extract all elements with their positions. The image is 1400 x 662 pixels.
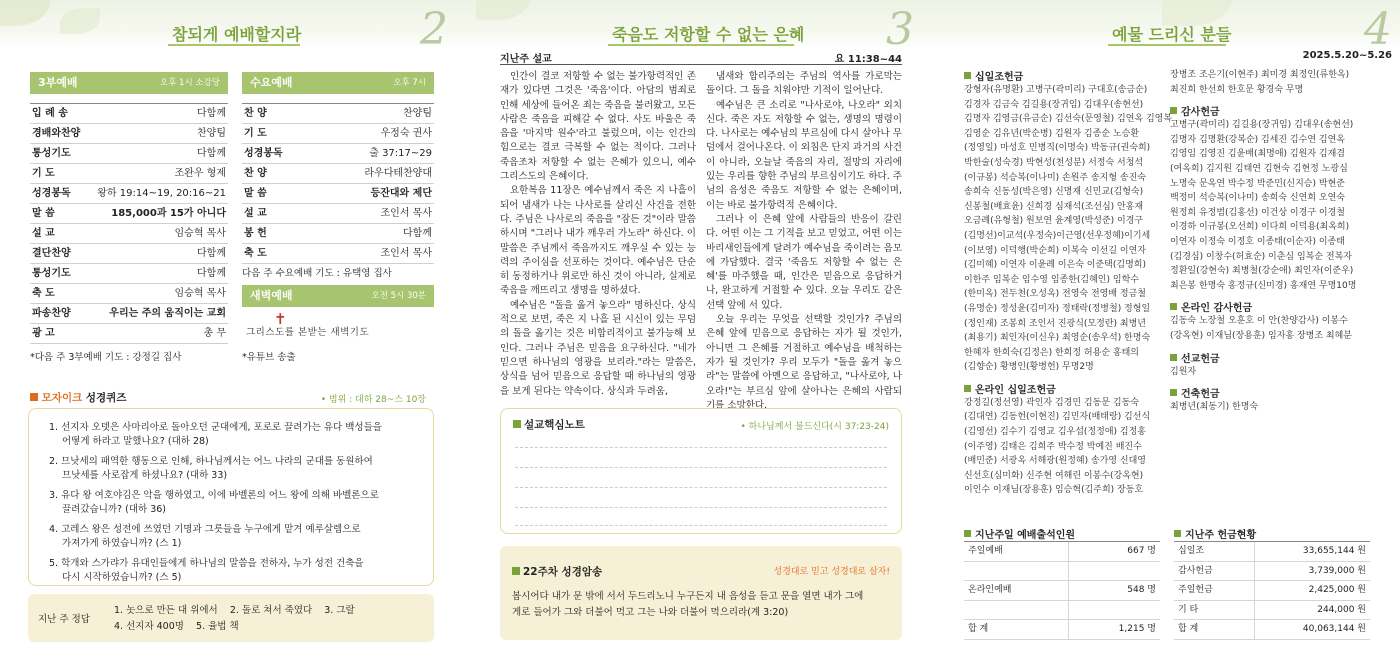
title-underline xyxy=(1108,44,1226,46)
dawn-service-header xyxy=(242,285,434,307)
offering-names-line: (김대연) 김동헌(이현진) 김민자(배태랑) 김선식 xyxy=(964,412,1151,423)
offering-names xyxy=(1170,314,1392,343)
order-item: 말 씀 xyxy=(32,208,55,219)
verse-line-2: 게로 들어가 그와 더불어 먹고 그는 나와 더불어 먹으리라(계 3:20) xyxy=(512,607,789,618)
summary-row xyxy=(964,601,1160,621)
quiz-line: 1. 선지자 오뎃은 사마리아로 돌아오던 군대에게, 포로로 끌려가는 유다 백성들을 xyxy=(49,422,382,433)
summary-value: 1,215 명 xyxy=(1118,624,1156,634)
note-line xyxy=(515,525,887,526)
offering-names xyxy=(1170,400,1392,415)
order-item: 파송찬양 xyxy=(32,308,71,319)
order-item: 봉 헌 xyxy=(244,228,267,239)
sermon-label: 지난주 설교 xyxy=(500,54,552,65)
offering-group-header xyxy=(964,381,1170,396)
answer-box xyxy=(28,594,434,642)
order-value: 다함께 xyxy=(197,148,226,159)
summary-label: 온라인예배 xyxy=(968,585,1012,595)
quiz-line: 가져가게 하였습니까? (스 1) xyxy=(62,538,182,549)
offering-names-line: (정영일) 마성호 민병직(이명숙) 박동규(권숙희) xyxy=(964,143,1151,154)
order-item: 축 도 xyxy=(32,288,55,299)
quiz-box xyxy=(28,408,434,586)
square-bullet-icon xyxy=(1170,354,1177,361)
square-bullet-icon xyxy=(964,385,971,392)
square-bullet-icon xyxy=(1174,530,1181,537)
divider xyxy=(500,64,902,65)
order-item: 성경봉독 xyxy=(244,148,283,159)
offering-names-line: 백정미 석승복(이나미) 송희숙 신연희 오연숙 xyxy=(1170,193,1345,204)
offering-names-line: 노명숙 문옥연 박수정 박준민(신지승) 박현준 xyxy=(1170,178,1345,189)
title-underline xyxy=(608,44,794,46)
order-value: 다함께 xyxy=(197,108,226,119)
order-value: 다함께 xyxy=(197,248,226,259)
offering-names xyxy=(1170,118,1392,293)
quiz-range: • 범위 : 대하 28~스 10장 xyxy=(320,395,426,405)
offering-names-line: (김미혜) 이연자 이윤례 이은숙 이준택(김명희) xyxy=(964,260,1146,271)
order-item: 찬 양 xyxy=(244,168,267,179)
verse-line-1: 봅시어다 내가 문 밖에 서서 두드리노니 누구든지 내 음성을 듣고 문을 열면 내가 그에 xyxy=(512,591,864,602)
sermon-paragraph: 오늘 우리는 무엇을 선택할 것인가? 주님의 은혜 앞에 믿음으로 응답하는 자가 될 것인가, 아니면 그 은혜를 거절하고 예수님을 배척하는 자가 될 것인가? 우리 모두가 "돌을 옮겨 놓으라"는 말씀에 아멘으로 응답하고, "나사로야, 나오라!"는 부르심 앞에 살아나는 은혜의 사람되기를 소망한다. xyxy=(706,314,902,411)
offering-names-line: 김영순 김유년(박순병) 김원자 김종순 노승환 xyxy=(964,128,1139,139)
quiz-question xyxy=(49,489,409,517)
offering-group-title: 십일조헌금 xyxy=(975,72,1024,83)
order-value: 찬양팀 xyxy=(197,128,226,139)
order-value: 다함께 xyxy=(403,228,432,239)
offering-names-line: 최진희 한선희 한호문 황경숙 무명 xyxy=(1170,84,1304,95)
offering-names xyxy=(964,83,1173,375)
wednesday-service-note: 다음 주 수요예배 기도 : 유택영 집사 xyxy=(242,268,392,279)
quiz-line: 3. 유다 왕 여호야김은 악을 행하였고, 이에 바벨론의 어느 왕에 의해 바벨론으로 xyxy=(49,490,379,501)
square-bullet-icon xyxy=(1170,107,1177,114)
attendance-header xyxy=(964,526,1075,541)
order-item: 기 도 xyxy=(32,168,55,179)
order-row xyxy=(30,124,228,144)
order-row xyxy=(242,184,434,204)
verse-motto: 성경대로 믿고 성경대로 살자! xyxy=(773,567,890,577)
order-item: 말 씀 xyxy=(244,188,267,199)
sermon-paragraph: 예수님은 "돌을 옮겨 놓으라" 명하신다. 상식적으로 보면, 죽은 지 나흘 된 시신이 있는 무덤의 돌을 옮기는 것은 비합리적이고 불가능해 보인다. 그러나 주님은 믿음을 요구하신다. "네가 믿으면 하나님의 영광을 보리라."라는 말씀은, 상식을 넘어 믿음으로 응답할 때 하나님의 영광을 보게 된다는 약속이다. 상식과 두려움, xyxy=(500,299,696,397)
offering-names-line: 김원자 xyxy=(1170,366,1197,377)
order-value: 조인서 목사 xyxy=(380,208,432,219)
summary-value: 3,739,000 원 xyxy=(1308,565,1366,576)
sermon-notes-box xyxy=(500,408,902,534)
quiz-line: 어떻게 하라고 말했나요? (대하 28) xyxy=(62,436,209,447)
order-value: 우정숙 권사 xyxy=(380,128,432,139)
offering-group-title: 온라인 십일조헌금 xyxy=(975,384,1056,396)
offering-names-line: 신봉철(배효윤) 신희경 심재석(조선심) 안홍재 xyxy=(964,201,1144,212)
order-row xyxy=(30,244,228,264)
order-item: 찬 양 xyxy=(244,108,267,119)
quiz-line: 5. 학개와 스가랴가 유대인들에게 하나님의 말씀을 전하자, 누가 성전 건축을 xyxy=(49,558,364,569)
note-line xyxy=(515,507,887,508)
order-row xyxy=(30,304,228,324)
offering-names-line: (배민준) 서광옥 서해광(원정혜) 송가영 신대영 xyxy=(964,456,1146,467)
square-bullet-icon xyxy=(512,567,520,575)
page-number: 3 xyxy=(886,4,914,55)
offering-summary-table xyxy=(1174,541,1370,640)
section-title: 3부예배 xyxy=(38,76,78,89)
offering-names-line: 최병년(최동기) 한명숙 xyxy=(1170,402,1259,413)
quiz-line: 다시 시작하였습니까? (스 5) xyxy=(62,572,182,583)
order-row xyxy=(30,224,228,244)
order-value: 조인서 목사 xyxy=(380,248,432,259)
offering-names-line: (정인재) 조봉희 조인서 진광식(모정란) 최병년 xyxy=(964,318,1146,329)
order-row xyxy=(242,244,434,264)
quiz-question xyxy=(49,557,409,585)
column-divider xyxy=(1068,542,1069,640)
summary-row xyxy=(1174,562,1370,582)
offering-group-title: 감사헌금 xyxy=(1181,107,1220,119)
order-value: 총 무 xyxy=(203,328,226,339)
column-divider xyxy=(1254,542,1255,640)
offering-names-line: 김경자 김금숙 김길용(장귀임) 김대우(송현선) xyxy=(964,99,1144,110)
notes-hint: • 하나님께서 불드신다(시 37:23-24) xyxy=(740,422,889,432)
answer-label: 지난 주 정답 xyxy=(38,614,90,625)
page-number: 2 xyxy=(420,4,448,55)
attendance-table xyxy=(964,541,1160,640)
third-service-note: *다음 주 3부예배 기도 : 강정길 집사 xyxy=(30,352,182,363)
quiz-line: 끌려갔습니까? (대하 36) xyxy=(62,504,166,515)
order-value: 찬양팀 xyxy=(403,108,432,119)
answer-line-1: 1. 놋으로 만든 대 위에서 2. 돌로 쳐서 죽였다 3. 그랄 xyxy=(114,605,355,616)
order-item: 성경봉독 xyxy=(32,188,71,199)
summary-row xyxy=(964,620,1160,640)
offering-group-title: 온라인 감사헌금 xyxy=(1181,303,1253,315)
verse-label-text: 22주차 성경암송 xyxy=(523,566,603,578)
order-item: 광 고 xyxy=(32,328,55,339)
square-bullet-icon xyxy=(964,530,971,537)
summary-row xyxy=(964,562,1160,582)
quiz-question xyxy=(49,421,409,449)
offering-names-line: 최은봉 한명숙 홍정규(신미경) 홍재연 무명10명 xyxy=(1170,280,1357,291)
square-bullet-icon xyxy=(1170,303,1177,310)
summary-label: 주일예배 xyxy=(968,546,1003,556)
page-4 xyxy=(932,0,1400,662)
wednesday-service-header xyxy=(242,72,434,94)
offering-names-line: (강옥현) 이재님(장용훈) 임자홍 장병조 최혜분 xyxy=(1170,330,1352,341)
offering-names-line: (이보영) 이덕행(박순희) 이복숙 이선길 이연자 xyxy=(964,245,1146,256)
offering-group-title: 선교헌금 xyxy=(1181,353,1220,365)
order-item: 통성기도 xyxy=(32,268,71,279)
summary-label: 합 계 xyxy=(968,624,989,634)
order-value: 출 37:17~29 xyxy=(369,148,432,159)
order-row xyxy=(30,164,228,184)
offering-names-line: 정환일(강현숙) 최병철(강순애) 최인자(이준우) xyxy=(1170,266,1354,277)
summary-label: 감사헌금 xyxy=(1178,565,1213,576)
summary-row xyxy=(964,542,1160,562)
offering-names-line: 김동숙 노장철 오훈호 이 안(찬양감사) 이봉수 xyxy=(1170,316,1348,327)
offering-names-line: (김영선) 김수기 김영교 김우섭(정정애) 김정홍 xyxy=(964,427,1146,438)
title-underline xyxy=(168,44,300,46)
offering-names-line: (김명선)이교석(우정숙)이근영(선우정혜)이기세 xyxy=(964,230,1151,241)
page-title: 죽음도 저항할 수 없는 은혜 xyxy=(612,25,805,44)
third-service-order xyxy=(30,103,228,344)
summary-value: 2,425,000 원 xyxy=(1308,585,1366,595)
square-bullet-icon xyxy=(513,420,521,428)
offering-names-line: 고병구(곽미리) 김길용(장귀임) 김대우(송현선) xyxy=(1170,120,1354,131)
summary-row xyxy=(1174,542,1370,562)
note-line xyxy=(515,487,887,488)
quiz-line: 2. 므낫세의 패역한 행동으로 인해, 하나님께서는 어느 나라의 군대를 동원하여 xyxy=(49,456,373,467)
summary-value: 33,655,144 원 xyxy=(1302,546,1366,556)
order-value: 임승혁 목사 xyxy=(174,228,226,239)
offering-summary-title: 지난주 헌금현황 xyxy=(1185,530,1257,541)
note-line xyxy=(515,447,887,448)
offering-names xyxy=(964,396,1170,498)
offering-names-line: 이한주 임복순 임수영 임종한(김혜인) 임학수 xyxy=(964,274,1139,285)
answer-line-2: 4. 선지자 400명 5. 율법 책 xyxy=(114,621,239,632)
quiz-question xyxy=(49,455,409,483)
offering-names-line: (최용기) 최인자(이신우) 최영순(송우석) 한명숙 xyxy=(964,333,1151,344)
order-row xyxy=(30,204,228,224)
order-row xyxy=(30,144,228,164)
order-row xyxy=(242,164,434,184)
offering-group-header xyxy=(1170,350,1392,365)
verse-label xyxy=(512,564,602,579)
order-row xyxy=(242,224,434,244)
quiz-line: 므낫세를 사로잡게 하셨나요? (대하 33) xyxy=(62,470,228,481)
page-title: 참되게 예배할지라 xyxy=(172,25,302,44)
order-item: 기 도 xyxy=(244,128,267,139)
sermon-paragraph: 예수님은 큰 소리로 "나사로야, 나오라" 외치신다. 죽은 자도 저항할 수 없는, 생명의 명령이다. 나사로는 예수님의 부르심에 다시 살아나 무덤에서 걸어나온다. 이 외침은 단지 과거의 사건이 아니라, 오늘날 죽음의 자리, 절망의 자리에 있는 우리를 향한 주님의 부르심이기도 하다. 주님의 음성은 죽음도 저항할 수 없는 은혜이며, 이는 바로 불가항력적 은혜이다. xyxy=(706,99,902,211)
attendance-title: 지난주일 예배출석인원 xyxy=(975,530,1076,541)
order-row xyxy=(30,284,228,304)
notes-label xyxy=(513,417,585,432)
order-value: 등잔대와 제단 xyxy=(370,188,432,199)
offering-group-title: 건축헌금 xyxy=(1181,389,1220,401)
summary-label: 합 계 xyxy=(1178,624,1199,634)
order-item: 결단찬양 xyxy=(32,248,71,259)
quiz-line: 4. 고레스 왕은 성전에 쓰였던 기명과 그릇들을 누구에게 맡겨 예루살렘으로 xyxy=(49,524,361,535)
page-title: 예물 드리신 분들 xyxy=(1112,25,1232,44)
order-row xyxy=(30,264,228,284)
order-row xyxy=(30,184,228,204)
page-2 xyxy=(0,0,466,662)
notes-label-text: 설교핵심노트 xyxy=(524,419,585,431)
square-bullet-icon xyxy=(1170,389,1177,396)
summary-row xyxy=(1174,620,1370,640)
offering-group-header xyxy=(1170,103,1392,118)
summary-label: 주일헌금 xyxy=(1178,585,1213,595)
sermon-column-left xyxy=(500,70,696,399)
offering-group-header xyxy=(1170,385,1392,400)
dawn-prayer-logo xyxy=(246,310,434,340)
logo-text: 그리스도를 본받는 새벽기도 xyxy=(246,327,370,338)
quiz-question xyxy=(49,523,409,551)
order-item: 설 교 xyxy=(244,208,267,219)
offering-group-header xyxy=(1170,299,1392,314)
square-bullet-icon xyxy=(30,393,38,401)
order-value: 임승혁 목사 xyxy=(174,288,226,299)
section-title: 수요예배 xyxy=(250,76,293,89)
order-item: 입 례 송 xyxy=(32,108,68,119)
offering-names xyxy=(1170,68,1392,97)
quiz-label-mosaic: 모자이크 xyxy=(41,392,83,404)
offering-names-line: 한혜자 한희숙(김정은) 한희정 허용순 홍태의 xyxy=(964,347,1139,358)
order-value: 라우다테찬양대 xyxy=(364,168,432,179)
summary-row xyxy=(964,581,1160,601)
section-time: 오후 1시 소강당 xyxy=(159,78,220,88)
dawn-service-note: *유튜브 송출 xyxy=(242,352,296,363)
square-bullet-icon xyxy=(964,72,971,79)
section-title: 새벽예배 xyxy=(250,289,293,302)
order-value: 왕하 19:14~19, 20:16~21 xyxy=(97,188,226,199)
offering-names-line: (이규봉) 석승복(이나미) 손원주 송지형 송진숙 xyxy=(964,172,1146,183)
order-value: 조완우 형제 xyxy=(174,168,226,179)
order-row xyxy=(242,124,434,144)
offering-names-line: 김영임 김영진 김윤배(최명애) 김원자 김재겸 xyxy=(1170,149,1345,160)
order-row xyxy=(242,104,434,124)
summary-value: 40,063,144 원 xyxy=(1302,624,1366,634)
order-item: 설 교 xyxy=(32,228,55,239)
offering-names-line: (한미옥) 전두천(오성옥) 전영숙 전영배 정금철 xyxy=(964,289,1146,300)
note-line xyxy=(515,467,887,468)
offering-names-line: 박한술(성숙경) 박현성(천성분) 서정숙 서청석 xyxy=(964,157,1144,168)
offering-names-line: (여옥희) 김지원 김태연 김현숙 김현정 노광심 xyxy=(1170,163,1348,174)
offering-list-left xyxy=(964,68,1173,498)
offering-list-right xyxy=(1170,68,1392,415)
quiz-label: 성경퀴즈 xyxy=(85,392,127,404)
offering-names-line: 송희숙 신동성(박은영) 신명재 신민교(김형숙) xyxy=(964,187,1144,198)
order-value: 다함께 xyxy=(197,268,226,279)
offering-names-line: (유명순) 정성윤(김미자) 정태락(정병철) 정형일 xyxy=(964,303,1151,314)
sermon-paragraph: 인간이 결코 저항할 수 없는 불가항력적인 존재가 있다면 그것은 '죽음'이다. 아담의 범죄로 인해 세상에 들어온 죄는 죽음을 불러왔고, 모든 사람은 죽음을 피해갈 수 없다. 사도 바울은 죽음을 '마지막 원수'라고 불렀으며, 이는 인간의 힘으로는 결코 극복할 수 없는 적이다. 그러나 죽음조차 저항할 수 없는 은혜가 있으니, 예수 그리스도의 은혜이다. xyxy=(500,71,696,183)
offering-names-line: 이인수 이재님(장용훈) 임승혁(김주희) 장동호 xyxy=(964,485,1144,496)
offering-group-header xyxy=(964,68,1170,83)
sermon-paragraph: 그러나 이 은혜 앞에 사람들의 반응이 갈린다. 어떤 이는 그 기적을 보고 믿었고, 어떤 이는 바리새인들에게 달려가 예수님을 죽이려는 음모에 가담했다. 결국 '죽음도 저항할 수 없는 은혜'를 마주했을 때, 인간은 믿음으로 응답하거나, 완고하게 거절할 수 있다. 오늘 우리도 같은 선택 앞에 서 있다. xyxy=(706,213,902,311)
offering-names-line: 장병조 조은기(이현주) 최미경 최정인(류한옥) xyxy=(1170,70,1350,80)
cross-icon: ✝ xyxy=(274,310,287,328)
order-row xyxy=(30,324,228,344)
third-service-header xyxy=(30,72,228,94)
sermon-reference: 요 11:38~44 xyxy=(834,54,902,65)
sermon-paragraph: 요한복음 11장은 예수님께서 죽은 지 나흘이 되어 냄새가 나는 나사로를 살리신 사건을 전한다. 주님은 나사로의 죽음을 "잠든 것"이라 말씀하시며 "그러나 내가 깨우러 가노라" 하신다. 이 말씀은 주님께서 죽음까지도 깨우실 수 있는 능력의 주이심을 선포하는 것이다. 예수님은 단순히 동정하거나 위로만 하신 것이 아니라, 실제로 죽음을 깨뜨리고 생명을 명하셨다. xyxy=(500,185,696,297)
offering-names-line: 오금례(유형철) 원보연 윤계영(박성준) 이경구 xyxy=(964,216,1144,227)
offering-names-line: 원정희 유정범(김홍선) 이건상 이경구 이경철 xyxy=(1170,207,1345,218)
order-item: 통성기도 xyxy=(32,148,71,159)
memory-verse-box xyxy=(500,546,902,640)
sermon-column-right xyxy=(706,70,902,413)
offering-names-line: (이주영) 김태은 김희주 박수정 박예진 배진수 xyxy=(964,441,1142,452)
order-value: 185,000과 15가 아니다 xyxy=(111,208,226,219)
summary-label: 기 타 xyxy=(1178,604,1199,615)
wednesday-service-order xyxy=(242,103,434,264)
summary-label: 십일조 xyxy=(1178,546,1205,556)
order-item: 경배와찬양 xyxy=(32,128,81,139)
sermon-paragraph: 냄새와 합리주의는 주님의 역사를 가로막는 돌이다. 그 돌을 치워야만 기적이 일어난다. xyxy=(706,71,902,97)
order-item: 축 도 xyxy=(244,248,267,259)
offering-names-line: (김향순) 황병인(황병헌) 무명2명 xyxy=(964,362,1094,373)
summary-value: 244,000 원 xyxy=(1317,604,1366,615)
offering-names-line: 김명자 김명환(강복순) 김세진 김수연 김연옥 xyxy=(1170,134,1345,145)
quiz-header xyxy=(30,390,126,405)
offering-names-line: 이연자 이정숙 이정호 이종태(이순자) 이종태 xyxy=(1170,236,1345,247)
offering-names xyxy=(1170,365,1392,380)
offering-names-line: 강정길(정선영) 곽인자 김경민 김동문 김동숙 xyxy=(964,397,1139,408)
order-row xyxy=(242,204,434,224)
offering-names-line: (김경심) 이창수(허효순) 이춘심 임복순 전복자 xyxy=(1170,251,1352,262)
order-row xyxy=(30,104,228,124)
offering-summary-header xyxy=(1174,526,1256,541)
section-time: 오전 5시 30분 xyxy=(371,291,426,301)
page-number: 4 xyxy=(1364,4,1392,55)
order-row xyxy=(242,144,434,164)
section-time: 오후 7시 xyxy=(393,78,426,88)
offering-names-line: 김명자 김영금(유금순) 김선숙(문영철) 김연옥 김영복 xyxy=(964,114,1173,125)
summary-row xyxy=(1174,581,1370,601)
offering-names-line: 이경하 이규봉(오선희) 이다희 이덕용(최옥희) xyxy=(1170,222,1350,233)
page-3 xyxy=(466,0,932,662)
offering-names-line: 강형자(유명환) 고병구(곽미리) 구대호(송금순) xyxy=(964,85,1148,95)
summary-value: 548 명 xyxy=(1127,585,1156,595)
offering-period: 2025.5.20~5.26 xyxy=(1302,50,1392,61)
offering-names-line: 신선호(심미화) 신주현 여해린 이봉수(강옥현) xyxy=(964,470,1144,481)
order-value: 우리는 주의 움직이는 교회 xyxy=(109,308,226,319)
summary-value: 667 명 xyxy=(1127,546,1156,556)
summary-row xyxy=(1174,601,1370,621)
